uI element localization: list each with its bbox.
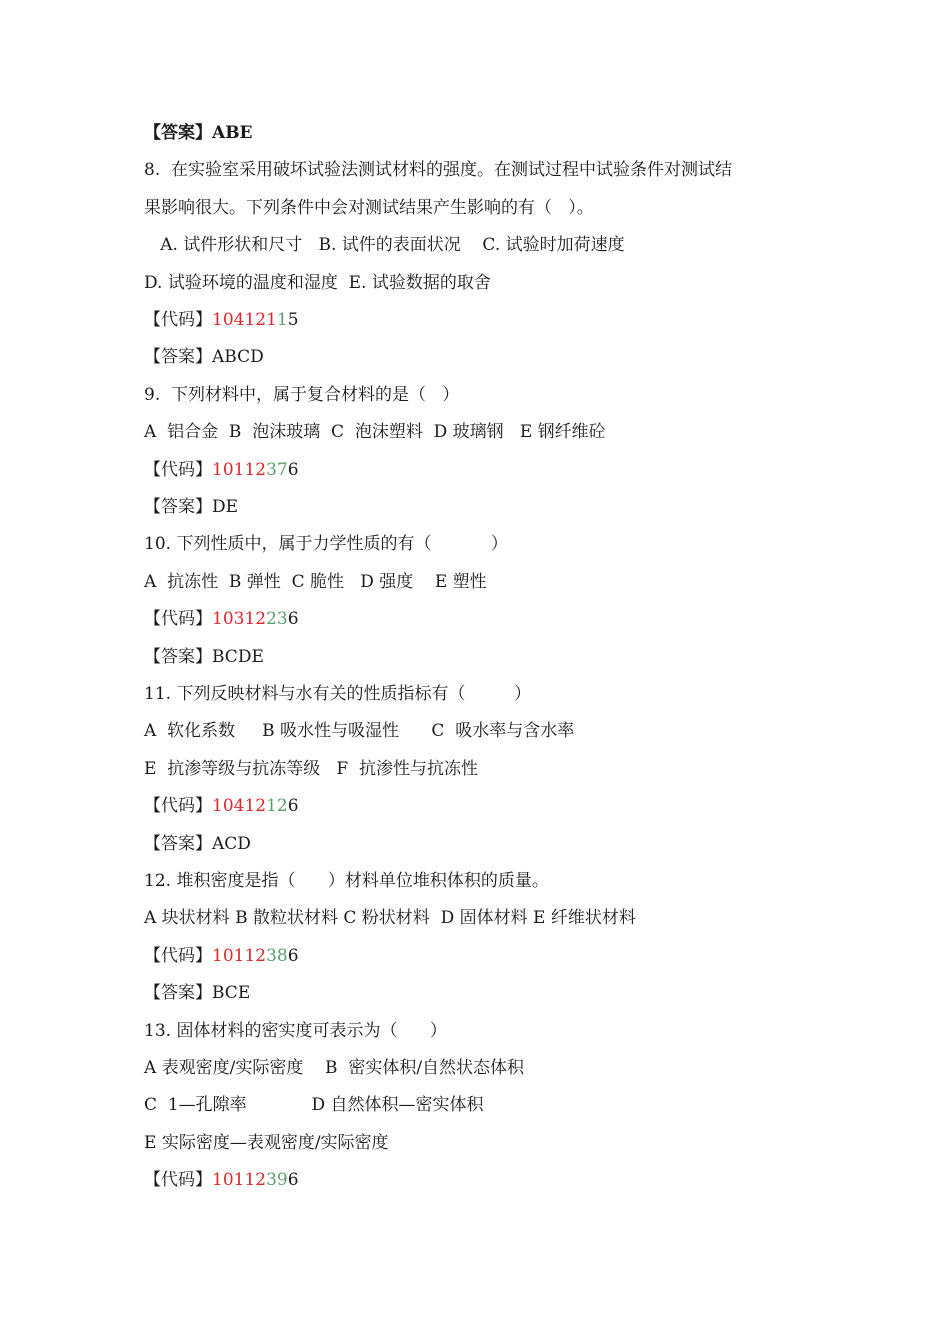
- question-line: 果影响很大。下列条件中会对测试结果产生影响的有（ ）。: [144, 198, 594, 218]
- code-label: 【代码】: [144, 946, 212, 966]
- question-line: 9. 下列材料中，属于复合材料的是（ ）: [144, 385, 460, 405]
- code-line: [144, 945, 299, 967]
- code-prefix: 1011: [212, 1170, 256, 1190]
- answer-label: 【答案】: [144, 123, 212, 143]
- code-label: 【代码】: [144, 310, 212, 330]
- answer-line: [144, 496, 238, 518]
- code-middle: 12: [266, 796, 288, 816]
- code-part: 2: [255, 1170, 267, 1190]
- question-line: 13. 固体材料的密实度可表示为（ ）: [144, 1021, 447, 1041]
- question-line: A 铝合金 B 泡沫玻璃 C 泡沫塑料 D 玻璃钢 E 钢纤维砼: [144, 422, 606, 442]
- answer-value: BCE: [212, 983, 251, 1003]
- question-line: 8. 在实验室采用破坏试验法测试材料的强度。在测试过程中试验条件对测试结: [144, 160, 733, 180]
- answer-value: BCDE: [212, 647, 264, 667]
- question-line: A 抗冻性 B 弹性 C 脆性 D 强度 E 塑性: [144, 572, 487, 592]
- question-line: 12. 堆积密度是指（ ）材料单位堆积体积的质量。: [144, 871, 549, 891]
- code-suffix: 6: [287, 1170, 299, 1190]
- code-part: 2: [255, 609, 267, 629]
- code-middle: 39: [266, 1170, 288, 1190]
- code-suffix: 6: [287, 946, 299, 966]
- code-line: [144, 1169, 299, 1191]
- code-middle: 37: [266, 460, 288, 480]
- code-suffix: 5: [287, 310, 299, 330]
- answer-label: 【答案】: [144, 347, 212, 367]
- code-prefix: 1011: [212, 946, 256, 966]
- answer-value: ACD: [212, 834, 251, 854]
- code-prefix: 1041: [212, 310, 256, 330]
- code-middle: 38: [266, 946, 288, 966]
- answer-label: 【答案】: [144, 983, 212, 1003]
- answer-line: [144, 346, 264, 368]
- answer-value: ABE: [212, 123, 253, 143]
- answer-value: ABCD: [212, 347, 264, 367]
- question-line: A 表观密度/实际密度 B 密实体积/自然状态体积: [144, 1058, 525, 1078]
- code-part: 2: [255, 796, 267, 816]
- answer-line: [144, 646, 264, 668]
- code-line: [144, 795, 299, 817]
- question-line: D. 试验环境的温度和湿度 E. 试验数据的取舍: [144, 273, 491, 293]
- answer-label: 【答案】: [144, 497, 212, 517]
- question-line: A 软化系数 B 吸水性与吸湿性 C 吸水率与含水率: [144, 721, 575, 741]
- answer-label: 【答案】: [144, 834, 212, 854]
- question-line: C 1—孔隙率 D 自然体积—密实体积: [144, 1095, 484, 1115]
- code-middle: 23: [266, 609, 288, 629]
- code-label: 【代码】: [144, 609, 212, 629]
- code-part: 2: [255, 946, 267, 966]
- question-line: E 抗渗等级与抗冻等级 F 抗渗性与抗冻性: [144, 759, 479, 779]
- question-line: 11. 下列反映材料与水有关的性质指标有（ ）: [144, 684, 532, 704]
- answer-line: [144, 982, 250, 1004]
- code-prefix: 1011: [212, 460, 256, 480]
- code-label: 【代码】: [144, 796, 212, 816]
- question-line: A. 试件形状和尺寸 B. 试件的表面状况 C. 试验时加荷速度: [144, 235, 625, 255]
- code-label: 【代码】: [144, 1170, 212, 1190]
- code-line: [144, 309, 299, 331]
- code-prefix: 1041: [212, 796, 256, 816]
- question-line: 10. 下列性质中，属于力学性质的有（ ）: [144, 534, 508, 554]
- code-line: [144, 459, 299, 481]
- code-label: 【代码】: [144, 460, 212, 480]
- code-line: [144, 608, 299, 630]
- code-suffix: 6: [287, 460, 299, 480]
- code-middle: 1: [276, 310, 288, 330]
- code-prefix: 1031: [212, 609, 256, 629]
- question-line: E 实际密度—表观密度/实际密度: [144, 1133, 389, 1153]
- answer-line: [144, 833, 251, 855]
- answer-label: 【答案】: [144, 647, 212, 667]
- code-suffix: 6: [287, 796, 299, 816]
- code-part: 21: [255, 310, 277, 330]
- code-suffix: 6: [287, 609, 299, 629]
- answer-value: DE: [212, 497, 239, 517]
- code-part: 2: [255, 460, 267, 480]
- question-line: A 块状材料 B 散粒状材料 C 粉状材料 D 固体材料 E 纤维状材料: [144, 908, 636, 928]
- answer-line: [144, 122, 253, 144]
